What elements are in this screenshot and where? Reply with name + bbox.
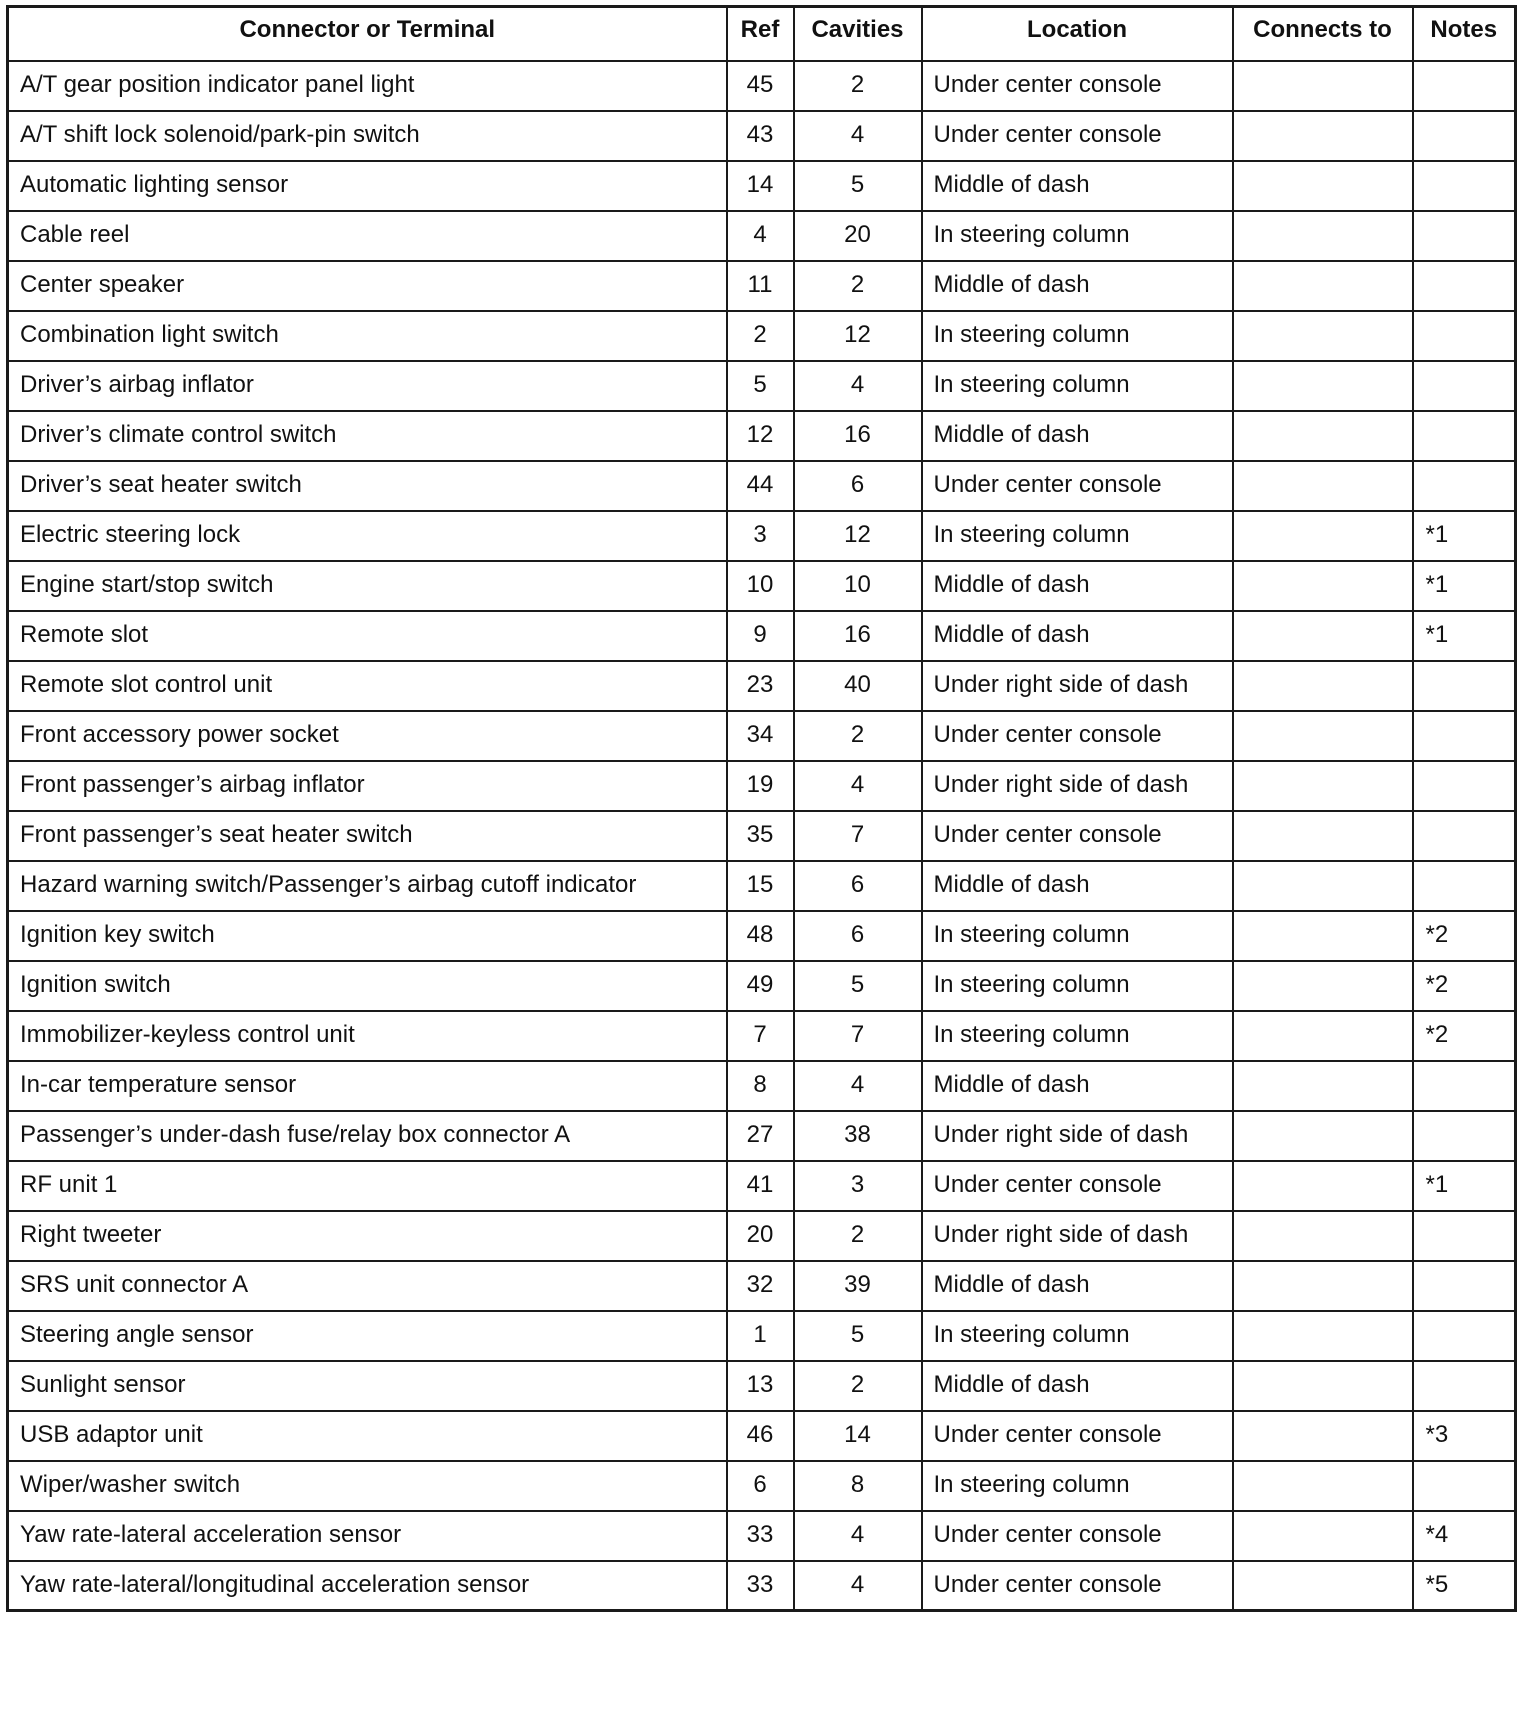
cavities-cell: 2 xyxy=(794,1361,922,1411)
notes-cell xyxy=(1413,661,1516,711)
ref-cell: 5 xyxy=(727,361,794,411)
notes-cell: *5 xyxy=(1413,1561,1516,1611)
connector-cell: Wiper/washer switch xyxy=(8,1461,727,1511)
ref-cell: 33 xyxy=(727,1561,794,1611)
notes-cell xyxy=(1413,261,1516,311)
table-row xyxy=(8,461,1516,511)
connector-cell: Sunlight sensor xyxy=(8,1361,727,1411)
cavities-cell: 8 xyxy=(794,1461,922,1511)
table-row xyxy=(8,311,1516,361)
location-cell: Under center console xyxy=(922,1511,1233,1561)
connects-to-cell xyxy=(1233,1061,1413,1111)
column-header-ref: Ref xyxy=(727,7,794,61)
table-row xyxy=(8,1411,1516,1461)
cavities-cell: 38 xyxy=(794,1111,922,1161)
connects-to-cell xyxy=(1233,111,1413,161)
location-cell: Middle of dash xyxy=(922,1361,1233,1411)
connector-table xyxy=(6,5,1517,1612)
column-header-notes: Notes xyxy=(1413,7,1516,61)
column-header-cavities: Cavities xyxy=(794,7,922,61)
cavities-cell: 5 xyxy=(794,961,922,1011)
location-cell: Middle of dash xyxy=(922,411,1233,461)
notes-cell xyxy=(1413,461,1516,511)
notes-cell xyxy=(1413,111,1516,161)
cavities-cell: 4 xyxy=(794,361,922,411)
ref-cell: 48 xyxy=(727,911,794,961)
ref-cell: 4 xyxy=(727,211,794,261)
connects-to-cell xyxy=(1233,811,1413,861)
ref-cell: 20 xyxy=(727,1211,794,1261)
notes-cell: *3 xyxy=(1413,1411,1516,1461)
cavities-cell: 40 xyxy=(794,661,922,711)
connector-cell: Front passenger’s airbag inflator xyxy=(8,761,727,811)
ref-cell: 14 xyxy=(727,161,794,211)
notes-cell: *1 xyxy=(1413,1161,1516,1211)
notes-cell: *2 xyxy=(1413,961,1516,1011)
connector-cell: Center speaker xyxy=(8,261,727,311)
notes-cell xyxy=(1413,61,1516,111)
notes-cell xyxy=(1413,161,1516,211)
notes-cell: *2 xyxy=(1413,911,1516,961)
ref-cell: 3 xyxy=(727,511,794,561)
column-header-connector: Connector or Terminal xyxy=(8,7,727,61)
ref-cell: 33 xyxy=(727,1511,794,1561)
location-cell: Middle of dash xyxy=(922,261,1233,311)
connects-to-cell xyxy=(1233,911,1413,961)
ref-cell: 49 xyxy=(727,961,794,1011)
cavities-cell: 12 xyxy=(794,511,922,561)
table-row xyxy=(8,961,1516,1011)
connector-cell: SRS unit connector A xyxy=(8,1261,727,1311)
connects-to-cell xyxy=(1233,1161,1413,1211)
cavities-cell: 6 xyxy=(794,911,922,961)
connects-to-cell xyxy=(1233,311,1413,361)
connects-to-cell xyxy=(1233,861,1413,911)
table-row xyxy=(8,411,1516,461)
location-cell: Middle of dash xyxy=(922,1061,1233,1111)
ref-cell: 41 xyxy=(727,1161,794,1211)
cavities-cell: 2 xyxy=(794,711,922,761)
cavities-cell: 4 xyxy=(794,1061,922,1111)
table-row xyxy=(8,61,1516,111)
connector-cell: Steering angle sensor xyxy=(8,1311,727,1361)
cavities-cell: 5 xyxy=(794,161,922,211)
connects-to-cell xyxy=(1233,1261,1413,1311)
table-row xyxy=(8,711,1516,761)
connector-cell: A/T shift lock solenoid/park-pin switch xyxy=(8,111,727,161)
connects-to-cell xyxy=(1233,211,1413,261)
connects-to-cell xyxy=(1233,1311,1413,1361)
notes-cell: *1 xyxy=(1413,611,1516,661)
ref-cell: 13 xyxy=(727,1361,794,1411)
connects-to-cell xyxy=(1233,461,1413,511)
connector-cell: Yaw rate-lateral acceleration sensor xyxy=(8,1511,727,1561)
cavities-cell: 39 xyxy=(794,1261,922,1311)
column-header-connects-to: Connects to xyxy=(1233,7,1413,61)
location-cell: Under right side of dash xyxy=(922,1111,1233,1161)
ref-cell: 11 xyxy=(727,261,794,311)
cavities-cell: 4 xyxy=(794,1511,922,1561)
location-cell: Under center console xyxy=(922,1561,1233,1611)
ref-cell: 8 xyxy=(727,1061,794,1111)
location-cell: In steering column xyxy=(922,1311,1233,1361)
connects-to-cell xyxy=(1233,61,1413,111)
connector-cell: Remote slot xyxy=(8,611,727,661)
connector-cell: Ignition switch xyxy=(8,961,727,1011)
ref-cell: 43 xyxy=(727,111,794,161)
notes-cell xyxy=(1413,1061,1516,1111)
location-cell: In steering column xyxy=(922,911,1233,961)
location-cell: Under center console xyxy=(922,1161,1233,1211)
connector-cell: In-car temperature sensor xyxy=(8,1061,727,1111)
location-cell: Under right side of dash xyxy=(922,661,1233,711)
cavities-cell: 7 xyxy=(794,1011,922,1061)
connects-to-cell xyxy=(1233,761,1413,811)
notes-cell: *2 xyxy=(1413,1011,1516,1061)
ref-cell: 12 xyxy=(727,411,794,461)
location-cell: In steering column xyxy=(922,1461,1233,1511)
column-header-location: Location xyxy=(922,7,1233,61)
table-row xyxy=(8,511,1516,561)
connector-cell: Immobilizer-keyless control unit xyxy=(8,1011,727,1061)
table-row xyxy=(8,361,1516,411)
cavities-cell: 12 xyxy=(794,311,922,361)
connects-to-cell xyxy=(1233,1411,1413,1461)
ref-cell: 19 xyxy=(727,761,794,811)
connects-to-cell xyxy=(1233,611,1413,661)
cavities-cell: 2 xyxy=(794,1211,922,1261)
ref-cell: 15 xyxy=(727,861,794,911)
table-row xyxy=(8,1511,1516,1561)
connects-to-cell xyxy=(1233,961,1413,1011)
connects-to-cell xyxy=(1233,1211,1413,1261)
table-row xyxy=(8,111,1516,161)
notes-cell xyxy=(1413,1211,1516,1261)
table-row xyxy=(8,211,1516,261)
location-cell: In steering column xyxy=(922,1011,1233,1061)
location-cell: Middle of dash xyxy=(922,161,1233,211)
ref-cell: 32 xyxy=(727,1261,794,1311)
table-body xyxy=(8,61,1516,1611)
cavities-cell: 16 xyxy=(794,411,922,461)
cavities-cell: 4 xyxy=(794,111,922,161)
cavities-cell: 20 xyxy=(794,211,922,261)
cavities-cell: 14 xyxy=(794,1411,922,1461)
connects-to-cell xyxy=(1233,561,1413,611)
connects-to-cell xyxy=(1233,661,1413,711)
location-cell: In steering column xyxy=(922,211,1233,261)
location-cell: Under center console xyxy=(922,61,1233,111)
connects-to-cell xyxy=(1233,1461,1413,1511)
connector-cell: Hazard warning switch/Passenger’s airbag cutoff indicator xyxy=(8,861,727,911)
connects-to-cell xyxy=(1233,161,1413,211)
notes-cell xyxy=(1413,311,1516,361)
connector-cell: Cable reel xyxy=(8,211,727,261)
notes-cell xyxy=(1413,411,1516,461)
connector-cell: Front accessory power socket xyxy=(8,711,727,761)
connects-to-cell xyxy=(1233,411,1413,461)
connector-cell: Driver’s seat heater switch xyxy=(8,461,727,511)
cavities-cell: 4 xyxy=(794,1561,922,1611)
connector-cell: Driver’s climate control switch xyxy=(8,411,727,461)
table-row xyxy=(8,1211,1516,1261)
connector-cell: Engine start/stop switch xyxy=(8,561,727,611)
table-row xyxy=(8,1061,1516,1111)
ref-cell: 35 xyxy=(727,811,794,861)
connects-to-cell xyxy=(1233,511,1413,561)
cavities-cell: 6 xyxy=(794,461,922,511)
table-row xyxy=(8,1111,1516,1161)
notes-cell xyxy=(1413,861,1516,911)
table-row xyxy=(8,1361,1516,1411)
connector-cell: Right tweeter xyxy=(8,1211,727,1261)
location-cell: Under center console xyxy=(922,1411,1233,1461)
notes-cell: *1 xyxy=(1413,561,1516,611)
connects-to-cell xyxy=(1233,1011,1413,1061)
cavities-cell: 3 xyxy=(794,1161,922,1211)
notes-cell xyxy=(1413,1111,1516,1161)
location-cell: In steering column xyxy=(922,361,1233,411)
table-row xyxy=(8,611,1516,661)
notes-cell xyxy=(1413,711,1516,761)
table-row xyxy=(8,761,1516,811)
connector-cell: Yaw rate-lateral/longitudinal acceleration sensor xyxy=(8,1561,727,1611)
cavities-cell: 6 xyxy=(794,861,922,911)
notes-cell: *4 xyxy=(1413,1511,1516,1561)
table-row xyxy=(8,1311,1516,1361)
location-cell: In steering column xyxy=(922,311,1233,361)
notes-cell xyxy=(1413,1361,1516,1411)
connector-cell: Front passenger’s seat heater switch xyxy=(8,811,727,861)
connector-cell: Automatic lighting sensor xyxy=(8,161,727,211)
ref-cell: 1 xyxy=(727,1311,794,1361)
location-cell: Middle of dash xyxy=(922,561,1233,611)
table-row xyxy=(8,1011,1516,1061)
connector-cell: Remote slot control unit xyxy=(8,661,727,711)
cavities-cell: 5 xyxy=(794,1311,922,1361)
ref-cell: 45 xyxy=(727,61,794,111)
notes-cell xyxy=(1413,1311,1516,1361)
connects-to-cell xyxy=(1233,1361,1413,1411)
ref-cell: 34 xyxy=(727,711,794,761)
location-cell: Under center console xyxy=(922,811,1233,861)
ref-cell: 6 xyxy=(727,1461,794,1511)
connects-to-cell xyxy=(1233,361,1413,411)
ref-cell: 9 xyxy=(727,611,794,661)
location-cell: Middle of dash xyxy=(922,611,1233,661)
cavities-cell: 2 xyxy=(794,61,922,111)
location-cell: Under center console xyxy=(922,461,1233,511)
ref-cell: 27 xyxy=(727,1111,794,1161)
table-row xyxy=(8,1161,1516,1211)
location-cell: Under center console xyxy=(922,711,1233,761)
table-row xyxy=(8,1461,1516,1511)
table-row xyxy=(8,811,1516,861)
connector-cell: USB adaptor unit xyxy=(8,1411,727,1461)
location-cell: Under right side of dash xyxy=(922,761,1233,811)
table-row xyxy=(8,561,1516,611)
ref-cell: 44 xyxy=(727,461,794,511)
connects-to-cell xyxy=(1233,1111,1413,1161)
location-cell: Middle of dash xyxy=(922,1261,1233,1311)
ref-cell: 10 xyxy=(727,561,794,611)
cavities-cell: 2 xyxy=(794,261,922,311)
notes-cell xyxy=(1413,1261,1516,1311)
location-cell: Under right side of dash xyxy=(922,1211,1233,1261)
connector-cell: Combination light switch xyxy=(8,311,727,361)
connector-cell: Passenger’s under-dash fuse/relay box connector A xyxy=(8,1111,727,1161)
connects-to-cell xyxy=(1233,1561,1413,1611)
connector-cell: A/T gear position indicator panel light xyxy=(8,61,727,111)
connects-to-cell xyxy=(1233,261,1413,311)
notes-cell: *1 xyxy=(1413,511,1516,561)
location-cell: Middle of dash xyxy=(922,861,1233,911)
table-row xyxy=(8,261,1516,311)
connector-cell: Ignition key switch xyxy=(8,911,727,961)
connector-cell: Driver’s airbag inflator xyxy=(8,361,727,411)
header-row xyxy=(8,7,1516,61)
cavities-cell: 10 xyxy=(794,561,922,611)
connector-cell: Electric steering lock xyxy=(8,511,727,561)
table-row xyxy=(8,161,1516,211)
connects-to-cell xyxy=(1233,711,1413,761)
notes-cell xyxy=(1413,361,1516,411)
location-cell: In steering column xyxy=(922,511,1233,561)
ref-cell: 2 xyxy=(727,311,794,361)
connects-to-cell xyxy=(1233,1511,1413,1561)
ref-cell: 46 xyxy=(727,1411,794,1461)
notes-cell xyxy=(1413,761,1516,811)
table-row xyxy=(8,911,1516,961)
cavities-cell: 4 xyxy=(794,761,922,811)
table-row xyxy=(8,861,1516,911)
notes-cell xyxy=(1413,1461,1516,1511)
ref-cell: 7 xyxy=(727,1011,794,1061)
table-row xyxy=(8,661,1516,711)
location-cell: In steering column xyxy=(922,961,1233,1011)
cavities-cell: 7 xyxy=(794,811,922,861)
table-row xyxy=(8,1561,1516,1611)
notes-cell xyxy=(1413,211,1516,261)
cavities-cell: 16 xyxy=(794,611,922,661)
notes-cell xyxy=(1413,811,1516,861)
ref-cell: 23 xyxy=(727,661,794,711)
table-row xyxy=(8,1261,1516,1311)
connector-cell: RF unit 1 xyxy=(8,1161,727,1211)
location-cell: Under center console xyxy=(922,111,1233,161)
